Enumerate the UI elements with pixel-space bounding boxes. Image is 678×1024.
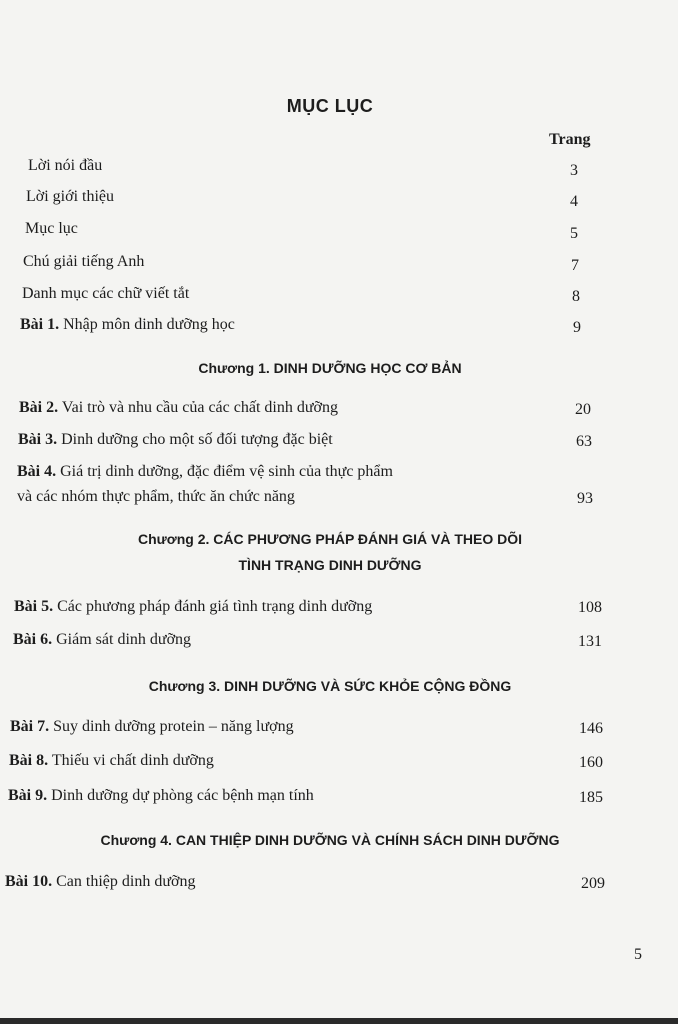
toc-entry-lesson-5[interactable]: Bài 5. Các phương pháp đánh giá tình trạng dinh dưỡng xyxy=(14,598,373,615)
toc-page-number: 185 xyxy=(579,789,603,806)
toc-entry[interactable]: Chú giải tiếng Anh xyxy=(23,253,145,270)
toc-page-number: 3 xyxy=(570,162,578,179)
chapter-heading: Chương 3. DINH DƯỠNG VÀ SỨC KHỎE CỘNG ĐỒNG xyxy=(148,678,512,694)
chapter-heading: Chương 4. CAN THIỆP DINH DƯỠNG VÀ CHÍNH SÁCH DINH DƯỠNG xyxy=(100,832,560,848)
toc-entry-lesson-10[interactable]: Bài 10. Can thiệp dinh dưỡng xyxy=(5,873,196,890)
chapter-heading: Chương 2. CÁC PHƯƠNG PHÁP ĐÁNH GIÁ VÀ THEO DÕI xyxy=(137,531,523,547)
toc-page-number: 8 xyxy=(572,288,580,305)
toc-page-number: 131 xyxy=(578,633,602,650)
toc-entry-lesson-3[interactable]: Bài 3. Dinh dưỡng cho một số đối tượng đặc biệt xyxy=(18,431,333,448)
toc-entry[interactable]: Lời giới thiệu xyxy=(26,188,115,205)
toc-page-number: 93 xyxy=(577,490,593,507)
toc-page-number: 5 xyxy=(570,225,578,242)
toc-entry-lesson-2[interactable]: Bài 2. Vai trò và nhu cầu của các chất dinh dưỡng xyxy=(19,399,338,416)
page-column-header: Trang xyxy=(549,131,591,148)
toc-entry-lesson-8[interactable]: Bài 8. Thiếu vi chất dinh dưỡng xyxy=(9,752,214,769)
toc-page-number: 209 xyxy=(581,875,605,892)
scan-edge xyxy=(0,1018,678,1024)
toc-entry-continuation: và các nhóm thực phẩm, thức ăn chức năng xyxy=(17,488,295,505)
toc-entry[interactable]: Danh mục các chữ viết tắt xyxy=(22,285,190,302)
toc-entry-lesson-7[interactable]: Bài 7. Suy dinh dưỡng protein – năng lượng xyxy=(10,718,294,735)
toc-page-number: 146 xyxy=(579,720,603,737)
toc-entry[interactable]: Lời nói đầu xyxy=(28,157,103,174)
toc-page-number: 108 xyxy=(578,599,602,616)
toc-page-number: 9 xyxy=(573,319,581,336)
toc-page-number: 160 xyxy=(579,754,603,771)
toc-page-number: 63 xyxy=(576,433,592,450)
toc-page-number: 7 xyxy=(571,257,579,274)
chapter-heading-continuation: TÌNH TRẠNG DINH DƯỠNG xyxy=(238,557,422,573)
toc-page-number: 4 xyxy=(570,193,578,210)
toc-page-number: 20 xyxy=(575,401,591,418)
chapter-heading: Chương 1. DINH DƯỠNG HỌC CƠ BẢN xyxy=(198,360,462,376)
toc-entry-lesson-6[interactable]: Bài 6. Giám sát dinh dưỡng xyxy=(13,631,192,648)
footer-page-number: 5 xyxy=(634,946,642,963)
toc-entry-lesson-1[interactable]: Bài 1. Nhập môn dinh dưỡng học xyxy=(20,316,235,333)
toc-entry-lesson-4[interactable]: Bài 4. Giá trị dinh dưỡng, đặc điểm vệ sinh của thực phẩm xyxy=(17,463,393,480)
toc-entry[interactable]: Mục lục xyxy=(25,220,78,237)
toc-entry-lesson-9[interactable]: Bài 9. Dinh dưỡng dự phòng các bệnh mạn tính xyxy=(8,787,314,804)
page-title: MỤC LỤC xyxy=(286,96,374,116)
